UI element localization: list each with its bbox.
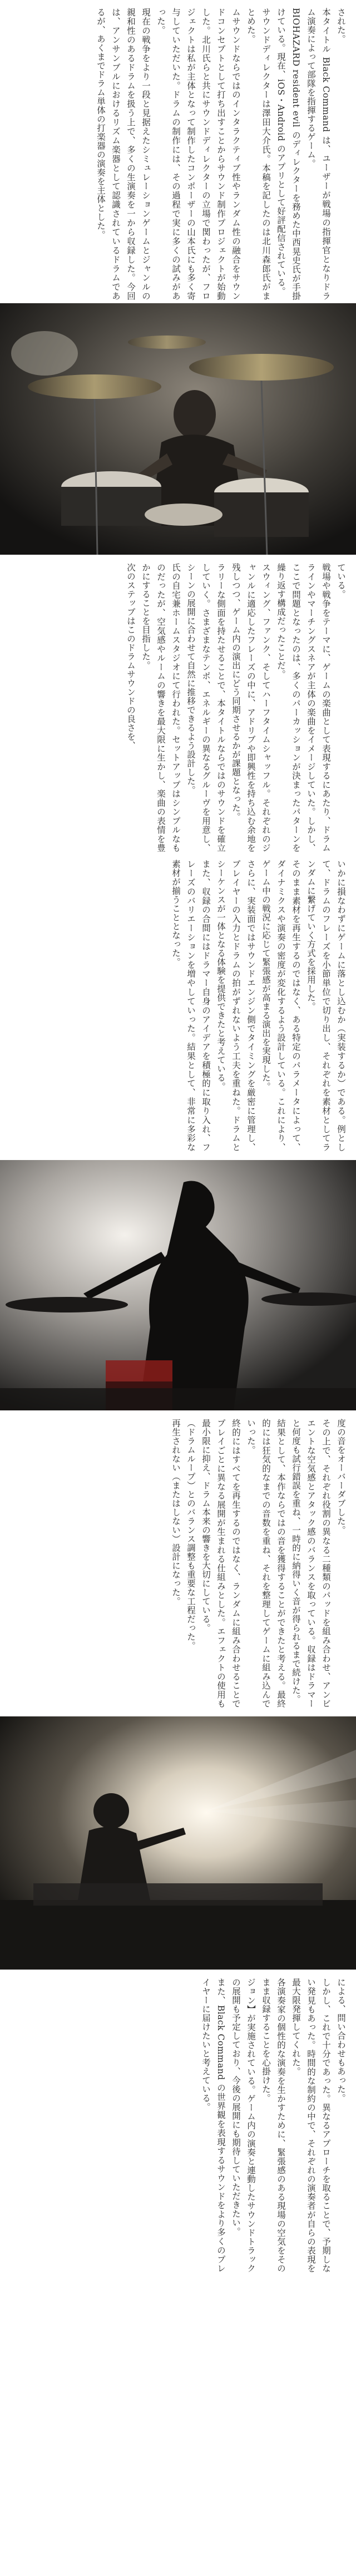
paragraph: 再生されない（またはしない）設計になった。 <box>171 1419 181 1606</box>
paragraph: BIOHAZARD resident evil のディレクターを務めた中西晃史氏が手掛けている。現在、iOS・Android のアプリとして好評配信されている。 <box>276 8 301 300</box>
silhouette-drummer-image <box>0 1160 356 1410</box>
paragraph: ムサウンドならではのインタラクティブ性やランダム性の融合をサウンドコンセプトとして打ち出すことからサウンド制作プロジェクトが始動した。北川氏らと共にサウンドディレクターの立場で関わったが、フロジェクトは私が主体となって制作したコンポーザーの山本氏にも多く寄与していただいた。ドラムの制作には、その過程で実に多くの試みがあった。 <box>156 8 241 300</box>
paragraph: さらに、実装面ではサウンドエンジン側でタイミングを厳密に管理し、プレイヤーの入力とドラムの拍がずれないよう工夫を重ねた。ドラムとシーケンスが一体となる体験を提供できたと考えている。 <box>216 860 256 1152</box>
article-section-3 <box>8 860 348 1152</box>
paragraph: 度の音をオーバーダブした。 <box>336 1419 346 1534</box>
paragraph: ている。 <box>336 563 346 599</box>
article-section-2 <box>8 563 348 852</box>
silhouette-drummer-photo <box>0 1160 356 1410</box>
vertical-text-block <box>8 563 348 852</box>
paragraph: その上で、それぞれ役割の異なる二種類のパッドを組み合わせ、アンビエントな空気感とアタック感のバランスを取っている。収録はドラマーと何度も試行錯誤を重ね、一時的に納得いく音が得られるまで続けた。 <box>291 1419 331 1708</box>
paragraph: 次のステップはこのドラムサウンドの良さを、 <box>126 563 136 750</box>
vertical-text-block <box>8 8 348 300</box>
paragraph: サウンドディレクターは澤田大介氏。本稿を記したのは北川森郎氏がまとめた。 <box>246 8 271 300</box>
drummer-photo <box>0 303 356 555</box>
paragraph: による、問い合わせもあった。 <box>336 1978 346 2103</box>
paragraph: いかに損なわずにゲームに落とし込むか（実装するか）である。例として、ドラムのフレーズを小節単位で切り出し、それぞれを素材としてランダムに繋げていく方式を採用した。 <box>306 860 346 1152</box>
paragraph: スウィング、ファンク、そしてハーフタイムシャッフル。それぞれのジャンルに適応したフレーズの中に、アドリブや即興性を持ち込む余地を残しつつ、ゲーム内の演出にどう同期させるかが課題となった。 <box>231 563 271 852</box>
paragraph: 終的にはすべてを再生するのではなく、ランダムに組み合わせることでプレイごとに異なる展開が生まれる仕組みとした。エフェクトの使用も最小限に抑え、ドラム本来の響きを大切にしている。 <box>201 1419 241 1708</box>
paragraph: また、収録の合間にはドラマー自身のアイデアを積極的に取り入れ、フレーズのバリエーションを増やしていった。結果として、非常に多彩な素材が揃うこととなった。 <box>171 860 211 1152</box>
article-section-4 <box>8 1419 348 1708</box>
drummer-image <box>0 303 356 555</box>
window-silhouette-photo <box>0 1716 356 1970</box>
paragraph: （ドラムループ）とのバランス調整も重要な工程だった。 <box>186 1419 196 1650</box>
paragraph: また、Black Command の世界観を表現するサウンドをより多くのプレイヤーに届けたいと考えている。 <box>201 1978 226 2273</box>
paragraph: そのまま素材を再生するのではなく、ある特定のパラメータによって、ダイナミクスや演奏の密度が変化するよう設計している。これにより、ゲーム中の戦況に応じて緊張感が高まる演出を実現した。 <box>261 860 301 1152</box>
vertical-text-block <box>8 860 348 1152</box>
paragraph: ジョン】が実施されている。ゲーム内の演奏と連動したサウンドトラックの展開も予定しており、今後の展開にも期待していただきたい。 <box>231 1978 256 2273</box>
vertical-text-block <box>8 1419 348 1708</box>
paragraph: ラリーな側面を持たせることで、本タイトルならではのサウンドを確立していく。さまざまなテンポ、エネルギーの異なるグルーヴを用意し、シーンの展開に合わせて自然に推移できるよう設計した。 <box>186 563 226 852</box>
article-section-5 <box>8 1978 348 2273</box>
paragraph: された。 <box>336 8 346 43</box>
paragraph: 各演奏家の個性的な演奏を生かすために、緊張感のある現場の空気をそのまま収録することを心掛けた。 <box>261 1978 286 2273</box>
article-section-1 <box>8 8 348 300</box>
paragraph: 結果として、本作ならではの音を獲得することができたと考える。最終的には狂気的なまでの音数を重ね、それを整理してゲームに組み込んでいった。 <box>246 1419 286 1708</box>
paragraph: 氏の自宅兼ホームスタジオにて行われた。セットアップはシンプルなものだったが、空気感やルームの響きを最大限に生かし、楽曲の表情を豊かにすることを目指した。 <box>141 563 181 852</box>
paragraph: 戦場や戦争をテーマに、ゲームの楽曲として表現するにあたり、ドラムラインやマーチングスネアが主体の楽曲をイメージしていた。しかし、ここで問題となったのは、多くのパーカッションが決まったパターンを繰り返す構成だったことだ。 <box>276 563 331 852</box>
paragraph: 本タイトル Black Command は、ユーザーが戦場の指揮官となりドラム演奏によって部隊を指揮するゲーム。 <box>306 8 331 300</box>
vertical-text-block <box>8 1978 348 2273</box>
paragraph: しかし、これで十分であった。異なるアプローチを取ることで、予期しない発見もあった。時間的な制約の中で、それぞれの演奏者が自らの表現を最大限発揮してくれた。 <box>291 1978 331 2273</box>
window-silhouette-image <box>0 1716 356 1970</box>
paragraph: 現在の戦争をより一段と見据えたシミュレーションゲームとジャンルの親和性のあるドラムを扱う上で、多くの生演奏を一から収録した。今回は、アンサンブルにおけるリズム楽器として認識されているドラムであるが、あくまでドラム単体の打楽器の演奏を主体とした。 <box>96 8 151 300</box>
